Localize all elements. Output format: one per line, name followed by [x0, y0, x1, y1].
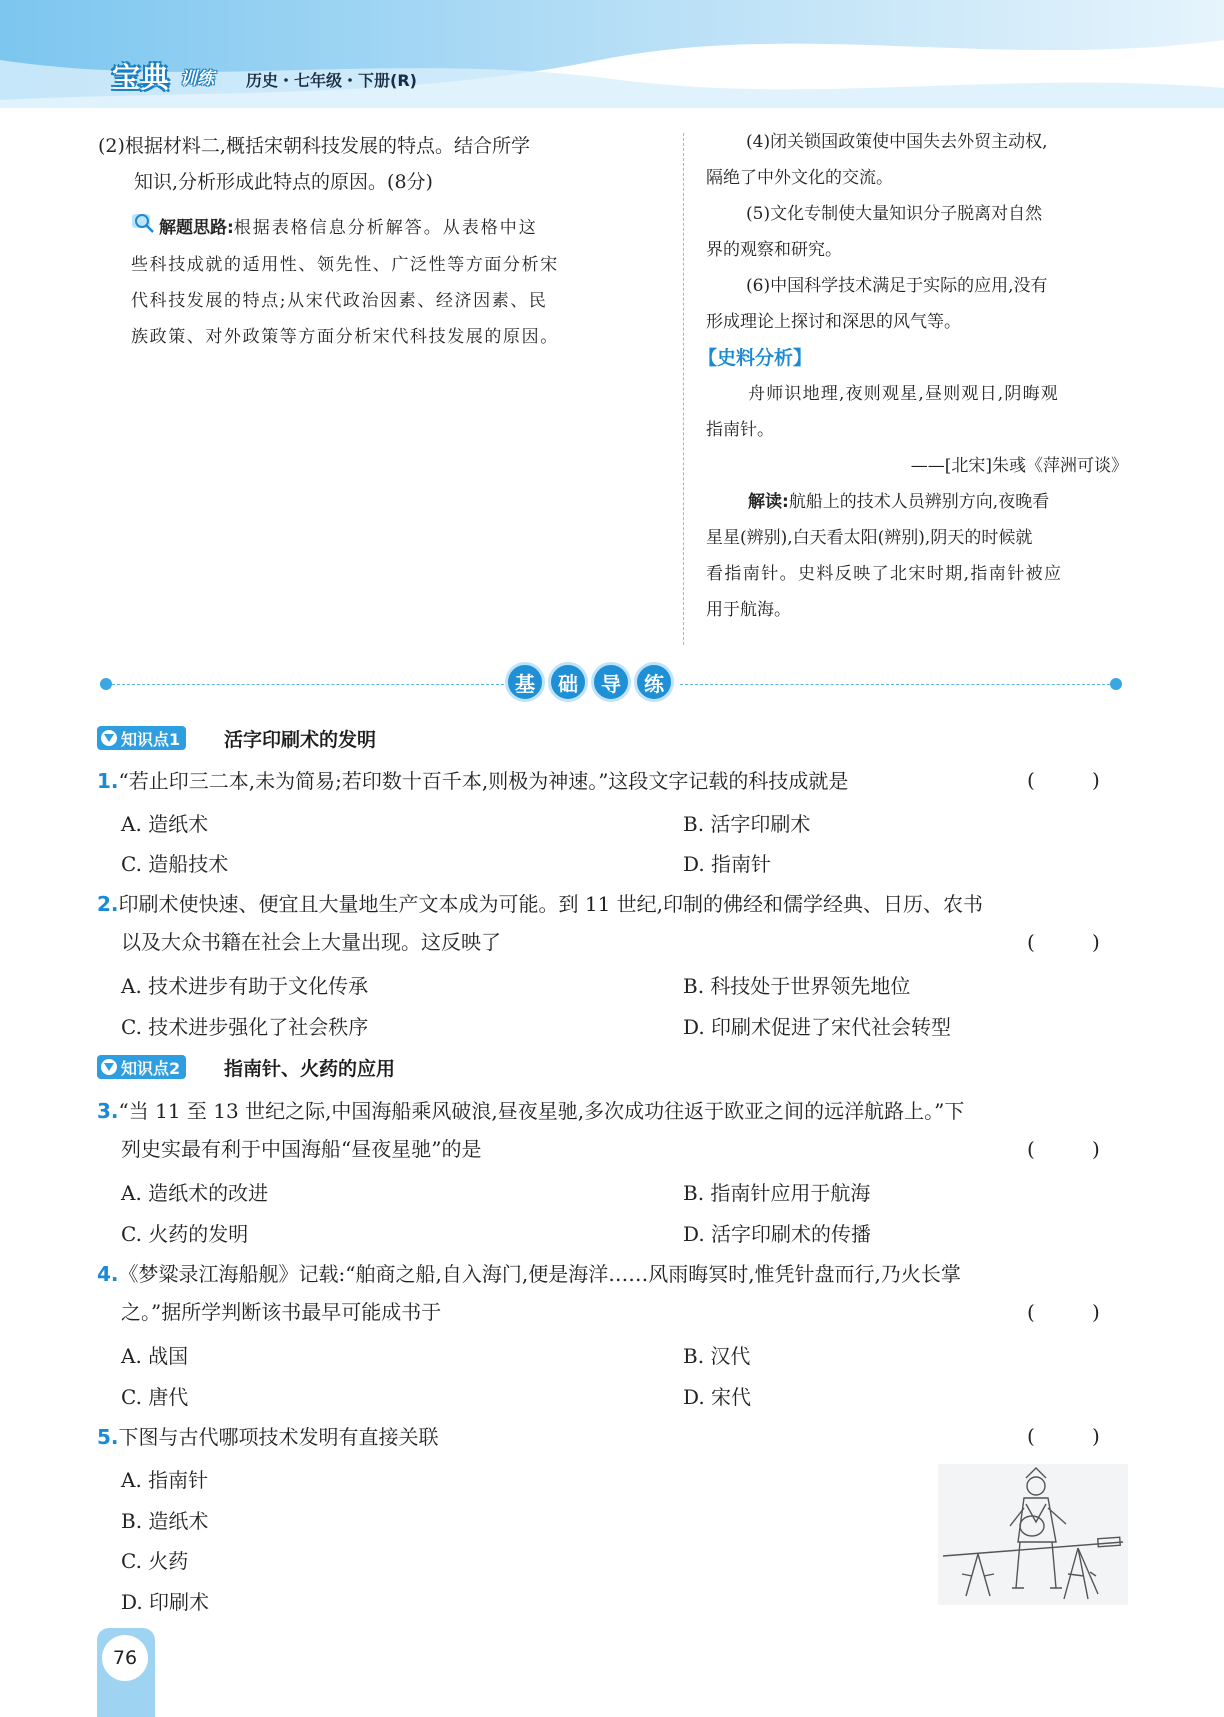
knowledge-point-2-tag — [97, 1055, 186, 1079]
banner-char-4: 练 — [634, 662, 674, 702]
question-3-text-1: “当 11 至 13 世纪之际,中国海船乘风破浪,昼夜星驰,多次成功往返于欧亚之间的远洋航路上。”下 — [118, 1099, 965, 1123]
question-1-option-b[interactable]: B. 活字印刷术 — [683, 812, 811, 836]
hint-line-3: 代科技发展的特点;从宋代政治因素、经济因素、民 — [131, 290, 548, 311]
magnifier-icon — [131, 211, 157, 247]
question-4-text-1: 《梦粱录江海船舰》记载:“舶商之船,自入海门,便是海洋……风雨晦冥时,惟凭针盘而行,乃火长掌 — [118, 1262, 961, 1286]
question-4-option-d[interactable]: D. 宋代 — [683, 1385, 752, 1409]
point-6-line-1: (6)中国科学技术满足于实际的应用,没有 — [746, 276, 1048, 296]
answer-bracket[interactable]: ( ) — [1027, 1424, 1100, 1448]
question-4-text-2: 之。”据所学判断该书最早可能成书于 — [121, 1300, 442, 1324]
reading-line-3: 看指南针。史料反映了北宋时期,指南针被应 — [706, 564, 1063, 584]
point-4-line-1: (4)闭关锁国政策使中国失去外贸主动权, — [746, 132, 1048, 152]
banner-char-2: 础 — [548, 662, 588, 702]
question-1-stem — [97, 762, 848, 800]
question-5-option-b[interactable]: B. 造纸术 — [121, 1509, 209, 1533]
knowledge-point-2-title: 指南针、火药的应用 — [224, 1058, 396, 1080]
question-2-text-2: 以及大众书籍在社会上大量出现。这反映了 — [121, 930, 501, 954]
question-3-option-c[interactable]: C. 火药的发明 — [121, 1222, 249, 1246]
hint-label: 解题思路: — [159, 218, 234, 238]
point-5-line-1: (5)文化专制使大量知识分子脱离对自然 — [746, 204, 1043, 224]
reading-line-4: 用于航海。 — [706, 600, 791, 620]
question-2-stem — [97, 885, 983, 923]
answer-bracket[interactable]: ( ) — [1027, 930, 1100, 954]
question-1-option-a[interactable]: A. 造纸术 — [121, 812, 209, 836]
answer-bracket[interactable]: ( ) — [1027, 1137, 1100, 1161]
reading-first-line — [706, 484, 1136, 520]
question-3-text-2: 列史实最有利于中国海船“昼夜星驰”的是 — [121, 1137, 482, 1161]
reading-label: 解读: — [748, 492, 789, 512]
question-4-option-a[interactable]: A. 战国 — [121, 1344, 189, 1368]
quote-line-1: 舟师识地理,夜则观星,昼则观日,阴晦观 — [748, 384, 1060, 404]
question-1-option-d[interactable]: D. 指南针 — [683, 852, 772, 876]
banner-dot-right — [1110, 678, 1122, 690]
question-line-2: 知识,分析形成此特点的原因。(8分) — [134, 171, 433, 193]
question-2-option-d[interactable]: D. 印刷术促进了宋代社会转型 — [683, 1015, 952, 1039]
banner-char-3: 导 — [591, 662, 631, 702]
triangle-down-icon — [101, 1059, 117, 1075]
question-5-option-a[interactable]: A. 指南针 — [121, 1468, 209, 1492]
question-4-stem — [97, 1255, 961, 1293]
knowledge-point-2-label: 知识点2 — [121, 1058, 181, 1078]
question-3-number: 3. — [97, 1099, 119, 1123]
question-4-option-c[interactable]: C. 唐代 — [121, 1385, 189, 1409]
question-4-option-b[interactable]: B. 汉代 — [683, 1344, 751, 1368]
question-5-stem — [97, 1418, 439, 1456]
header-wave-graphic — [0, 0, 1224, 108]
knowledge-point-1-label: 知识点1 — [121, 729, 181, 749]
point-4-line-2: 隔绝了中外文化的交流。 — [706, 168, 893, 188]
hint-line-1: 根据表格信息分析解答。从表格中这 — [233, 218, 538, 238]
question-4-number: 4. — [97, 1262, 119, 1286]
question-2-option-b[interactable]: B. 科技处于世界领先地位 — [683, 974, 911, 998]
banner-line-left — [112, 684, 504, 685]
question-1-option-c[interactable]: C. 造船技术 — [121, 852, 229, 876]
hint-block — [131, 210, 559, 355]
knowledge-point-1-title: 活字印刷术的发明 — [224, 729, 377, 751]
warrior-firelance-illustration — [938, 1464, 1128, 1605]
triangle-down-icon — [101, 730, 117, 746]
answer-bracket[interactable]: ( ) — [1027, 768, 1100, 792]
question-2-number: 2. — [97, 892, 119, 916]
point-5-line-2: 界的观察和研究。 — [706, 240, 842, 260]
question-3-option-b[interactable]: B. 指南针应用于航海 — [683, 1181, 871, 1205]
banner-line-right — [680, 684, 1110, 685]
question-3-option-a[interactable]: A. 造纸术的改进 — [121, 1181, 269, 1205]
banner-dot-left — [100, 678, 112, 690]
reading-line-2: 星星(辨别),白天看太阳(辨别),阴天的时候就 — [706, 528, 1033, 548]
page-number: 76 — [102, 1635, 148, 1681]
question-line-1: (2)根据材料二,概括宋朝科技发展的特点。结合所学 — [98, 135, 530, 157]
question-2-block — [98, 128, 668, 200]
logo-main: 宝典 — [112, 61, 171, 94]
question-5-option-c[interactable]: C. 火药 — [121, 1549, 189, 1573]
banner-char-1: 基 — [505, 662, 545, 702]
question-3-stem — [97, 1092, 964, 1130]
book-title: 历史・七年级・下册(R) — [246, 71, 417, 90]
hint-line-2: 些科技成就的适用性、领先性、广泛性等方面分析宋 — [131, 254, 559, 275]
column-divider — [683, 133, 684, 645]
question-5-option-d[interactable]: D. 印刷术 — [121, 1590, 210, 1614]
question-1-number: 1. — [97, 769, 119, 793]
question-2-option-c[interactable]: C. 技术进步强化了社会秩序 — [121, 1015, 369, 1039]
question-2-option-a[interactable]: A. 技术进步有助于文化传承 — [121, 974, 369, 998]
header-band — [0, 0, 1224, 108]
knowledge-point-1-tag — [97, 726, 186, 750]
answer-bracket[interactable]: ( ) — [1027, 1300, 1100, 1324]
question-2-text-1: 印刷术使快速、便宜且大量地生产文本成为可能。到 11 世纪,印制的佛经和儒学经典、日历、农书 — [118, 892, 984, 916]
warrior-drawing — [938, 1464, 1128, 1605]
point-6-line-2: 形成理论上探讨和深思的风气等。 — [706, 312, 961, 332]
source-analysis-title: 【史料分析】 — [698, 347, 813, 369]
logo-sub: 训练 — [180, 69, 214, 89]
reading-line-1: 航船上的技术人员辨别方向,夜晚看 — [788, 492, 1050, 512]
right-column — [698, 124, 1136, 628]
question-3-option-d[interactable]: D. 活字印刷术的传播 — [683, 1222, 872, 1246]
quote-source: ——[北宋]朱彧《萍洲可谈》 — [910, 456, 1128, 476]
question-5-text: 下图与古代哪项技术发明有直接关联 — [118, 1425, 439, 1449]
quote-line-2: 指南针。 — [706, 420, 774, 440]
question-1-text: “若止印三二本,未为简易;若印数十百千本,则极为神速。”这段文字记载的科技成就是 — [118, 769, 849, 793]
question-5-number: 5. — [97, 1425, 119, 1449]
hint-line-4: 族政策、对外政策等方面分析宋代科技发展的原因。 — [131, 326, 559, 347]
